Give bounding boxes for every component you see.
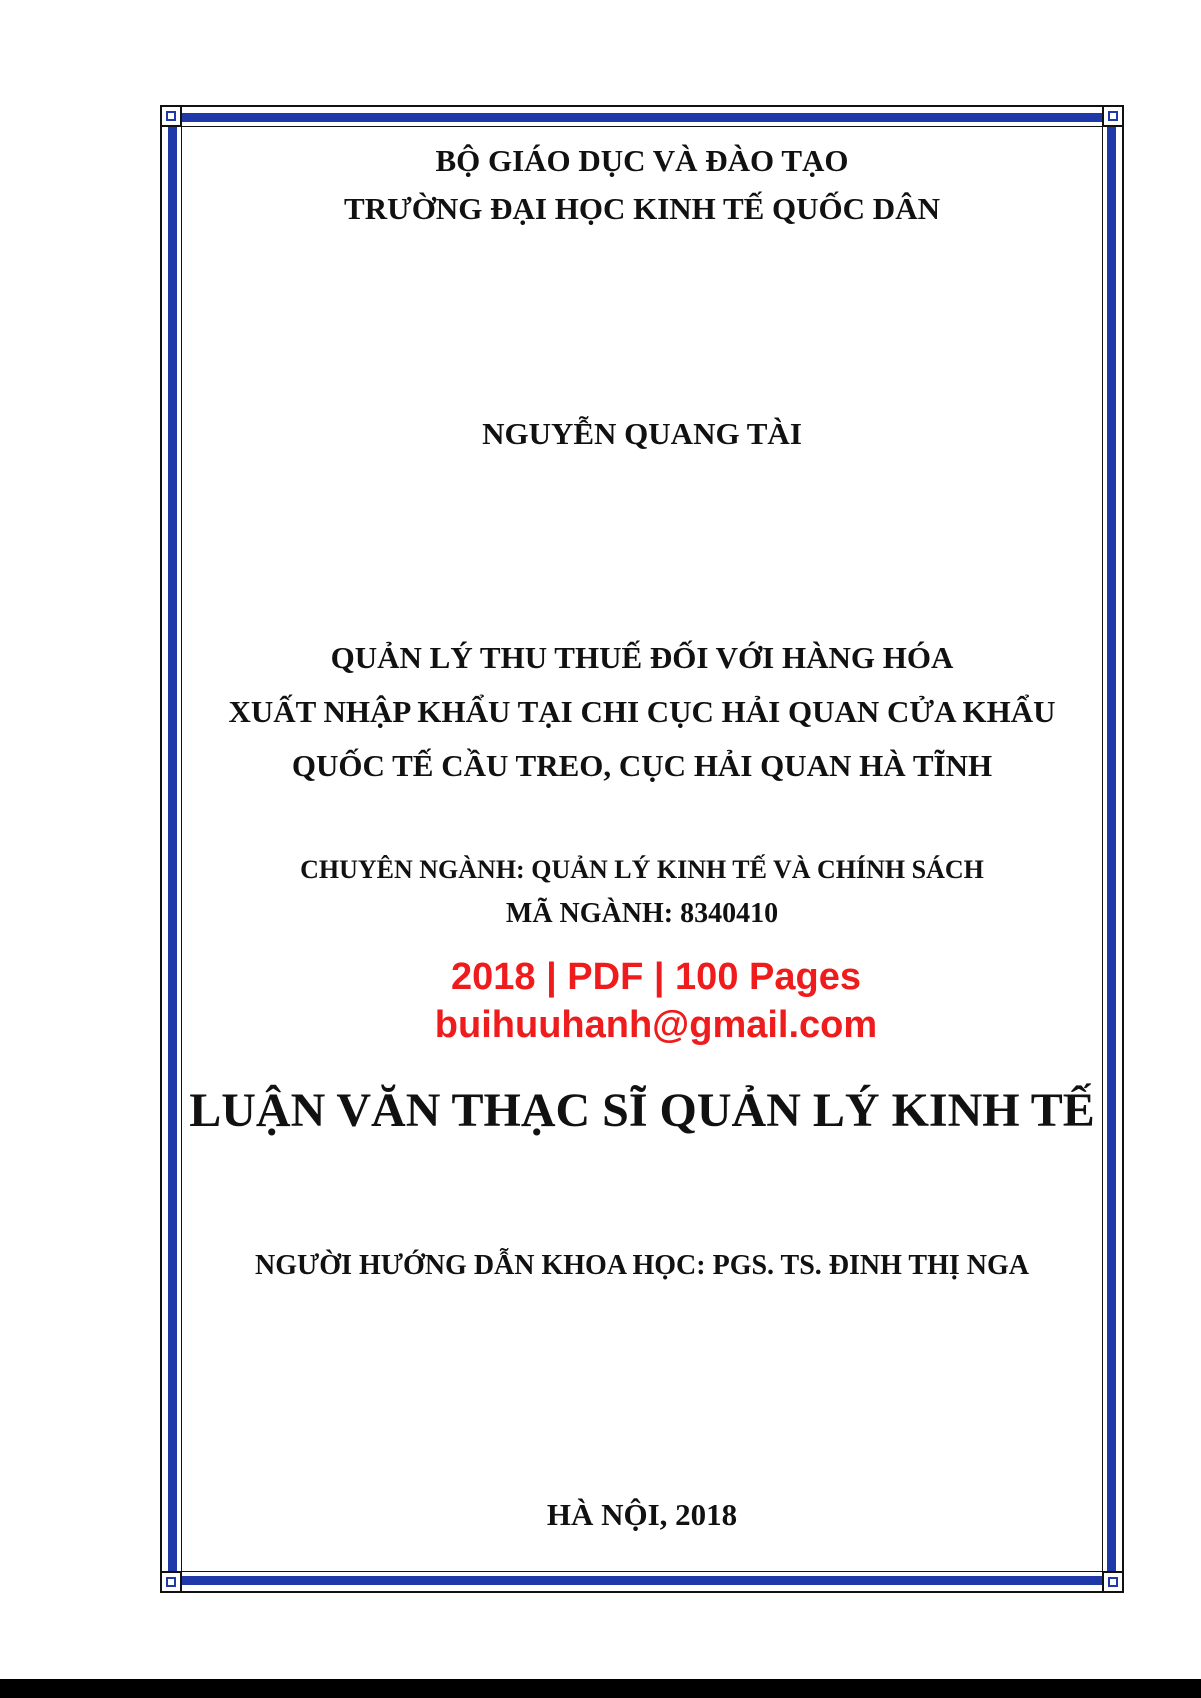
watermark-email: buihuuhanh@gmail.com [434,1004,878,1046]
university-heading: TRƯỜNG ĐẠI HỌC KINH TẾ QUỐC DÂN [344,191,940,226]
place-and-year: HÀ NỘI, 2018 [546,1497,738,1532]
major-label: CHUYÊN NGÀNH: QUẢN LÝ KINH TẾ VÀ CHÍNH SÁCH [300,855,984,884]
degree-title: LUẬN VĂN THẠC SĨ QUẢN LÝ KINH TẾ [189,1084,1095,1137]
major-code: MÃ NGÀNH: 8340410 [505,898,779,929]
thesis-title-line-2: XUẤT NHẬP KHẨU TẠI CHI CỤC HẢI QUAN CỬA KHẨU [228,694,1056,729]
watermark-info: 2018 | PDF | 100 Pages [451,956,861,998]
frame-corner-ornament [160,1571,182,1593]
ministry-heading: BỘ GIÁO DỤC VÀ ĐÀO TẠO [435,143,849,178]
frame-corner-ornament [1102,1571,1124,1593]
frame-corner-ornament [1102,105,1124,127]
thesis-title-line-3: QUỐC TẾ CẦU TREO, CỤC HẢI QUAN HÀ TĨNH [291,748,993,783]
frame-corner-ornament [160,105,182,127]
author-name: NGUYỄN QUANG TÀI [482,416,802,451]
supervisor-line: NGƯỜI HƯỚNG DẪN KHOA HỌC: PGS. TS. ĐINH THỊ NGA [255,1250,1029,1281]
thesis-title-line-1: QUẢN LÝ THU THUẾ ĐỐI VỚI HÀNG HÓA [330,640,954,675]
cover-frame-inner [181,126,1103,1572]
page-bottom-bar [0,1679,1201,1698]
